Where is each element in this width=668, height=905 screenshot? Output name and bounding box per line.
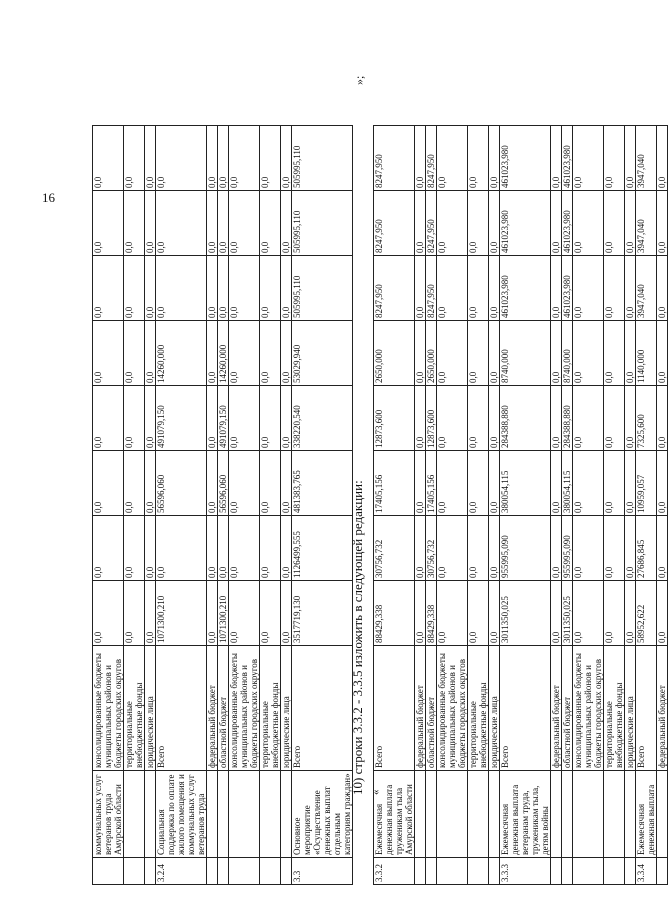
cell-value: 0,0 [657,256,668,321]
cell-value: 0,0 [93,321,124,386]
cell-value: 0,0 [260,516,281,581]
cell-value: 0,0 [604,581,625,646]
cell-src: федеральный бюджет [207,646,218,771]
cell-no [260,858,281,885]
cell-value: 58952,622 [636,581,657,646]
cell-value: 0,0 [657,516,668,581]
cell-value: 17405,156 [426,451,437,516]
cell-value: 8247,950 [374,256,415,321]
cell-value: 0,0 [218,126,229,191]
cell-value: 12873,600 [426,386,437,451]
cell-src: Всего [500,646,551,771]
cell-value: 3011350,025 [500,581,551,646]
table-row [374,126,415,885]
table-row [207,126,218,885]
cell-value: 955995,090 [562,516,573,581]
cell-no [657,858,668,885]
cell-value: 0,0 [93,126,124,191]
cell-value: 0,0 [573,516,604,581]
table-row [281,126,292,885]
cell-value: 0,0 [281,516,292,581]
cell-value: 0,0 [145,191,156,256]
cell-no [437,858,468,885]
cell-name [604,771,625,858]
cell-value: 0,0 [415,256,426,321]
cell-value: 491079,150 [156,386,207,451]
cell-name [207,771,218,858]
cell-value: 284388,880 [500,386,551,451]
cell-value: 0,0 [229,321,260,386]
cell-value: 0,0 [207,321,218,386]
cell-name [551,771,562,858]
cell-value: 0,0 [468,256,489,321]
cell-name [562,771,573,858]
cell-value: 0,0 [229,516,260,581]
cell-value: 8247,950 [426,256,437,321]
cell-name: Ежемесячная денежная выплата ветеранам труда, труженикам тыла, детям войны [500,771,551,858]
cell-value: 0,0 [207,126,218,191]
cell-value: 0,0 [124,321,145,386]
cell-value: 0,0 [437,126,468,191]
cell-name: Ежемесячная денежная выплата [636,771,657,858]
cell-no: 3.3 [292,858,353,885]
budget-table-top [92,125,353,885]
cell-value: 0,0 [604,126,625,191]
cell-no: 3.3.4 [636,858,657,885]
cell-value: 491079,150 [218,386,229,451]
cell-value: 2650,000 [374,321,415,386]
cell-value: 0,0 [551,321,562,386]
cell-value: 505995,110 [292,126,353,191]
cell-value: 0,0 [604,191,625,256]
cell-value: 0,0 [468,126,489,191]
cell-value: 0,0 [124,191,145,256]
cell-value: 0,0 [124,386,145,451]
cell-value: 0,0 [551,126,562,191]
cell-value: 0,0 [156,191,207,256]
cell-value: 0,0 [93,386,124,451]
cell-value: 461023,980 [562,256,573,321]
cell-value: 14260,000 [218,321,229,386]
cell-value: 3517719,130 [292,581,353,646]
cell-value: 8247,950 [426,191,437,256]
cell-value: 0,0 [229,126,260,191]
cell-value: 0,0 [573,256,604,321]
cell-value: 0,0 [468,321,489,386]
cell-value: 0,0 [573,191,604,256]
cell-value: 0,0 [437,256,468,321]
cell-no [562,858,573,885]
cell-no [93,858,124,885]
cell-value: 0,0 [124,451,145,516]
cell-value: 338220,540 [292,386,353,451]
table-row [636,126,657,885]
cell-value: 3947,040 [636,191,657,256]
cell-value: 12873,600 [374,386,415,451]
cell-value: 0,0 [489,386,500,451]
cell-value: 0,0 [625,126,636,191]
table-row [292,126,353,885]
cell-name [426,771,437,858]
cell-value: 461023,980 [562,126,573,191]
cell-value: 8740,000 [500,321,551,386]
cell-value: 0,0 [573,321,604,386]
cell-src: федеральный бюджет [415,646,426,771]
cell-value: 3947,040 [636,126,657,191]
cell-value: 0,0 [625,191,636,256]
cell-value: 0,0 [657,126,668,191]
cell-value: 0,0 [551,451,562,516]
table-row [468,126,489,885]
page-number: 16 [42,190,55,205]
open-quote: « [370,789,382,795]
cell-value: 0,0 [229,451,260,516]
cell-value: 0,0 [229,191,260,256]
cell-value: 481383,765 [292,451,353,516]
cell-name: Основное мероприятие «Осуществление денежных выплат отдельным категориям граждан» [292,771,353,858]
cell-no: 3.3.3 [500,858,551,885]
cell-value: 1071300,210 [156,581,207,646]
table-row [415,126,426,885]
table-row [124,126,145,885]
cell-value: 0,0 [281,256,292,321]
close-quote: »; [352,75,366,85]
table-row [551,126,562,885]
cell-value: 0,0 [145,386,156,451]
cell-value: 0,0 [551,386,562,451]
cell-no [426,858,437,885]
cell-value: 0,0 [573,126,604,191]
table-row [604,126,625,885]
cell-value: 0,0 [604,516,625,581]
cell-value: 0,0 [551,516,562,581]
cell-value: 0,0 [281,581,292,646]
cell-value: 0,0 [625,321,636,386]
cell-no [415,858,426,885]
cell-value: 0,0 [281,191,292,256]
cell-value: 0,0 [207,516,218,581]
table-row [260,126,281,885]
cell-name [260,771,281,858]
cell-value: 0,0 [93,191,124,256]
cell-src: юридические лица [145,646,156,771]
cell-value: 0,0 [229,581,260,646]
cell-value: 0,0 [415,321,426,386]
cell-value: 0,0 [415,386,426,451]
cell-value: 0,0 [145,581,156,646]
cell-value: 0,0 [415,516,426,581]
budget-table-bottom [373,125,668,885]
cell-value: 0,0 [551,256,562,321]
cell-no [573,858,604,885]
cell-no: 3.3.2 [374,858,415,885]
cell-src: федеральный бюджет [657,646,668,771]
cell-value: 0,0 [415,451,426,516]
cell-no [218,858,229,885]
cell-no: 3.2.4 [156,858,207,885]
cell-value: 8740,000 [562,321,573,386]
cell-name [218,771,229,858]
cell-name [468,771,489,858]
cell-value: 0,0 [145,126,156,191]
cell-value: 0,0 [145,451,156,516]
cell-value: 0,0 [437,191,468,256]
cell-no [551,858,562,885]
cell-value: 461023,980 [562,191,573,256]
cell-src: федеральный бюджет [551,646,562,771]
cell-value: 0,0 [218,516,229,581]
cell-value: 0,0 [657,386,668,451]
cell-value: 88429,338 [426,581,437,646]
cell-value: 0,0 [551,581,562,646]
table-row [437,126,468,885]
cell-src: юридические лица [489,646,500,771]
cell-value: 0,0 [437,386,468,451]
cell-value: 0,0 [489,516,500,581]
cell-value: 17405,156 [374,451,415,516]
table-row [657,126,668,885]
cell-value: 0,0 [489,581,500,646]
cell-value: 0,0 [260,191,281,256]
cell-value: 0,0 [625,516,636,581]
cell-value: 505995,110 [292,191,353,256]
cell-value: 0,0 [260,321,281,386]
cell-value: 0,0 [124,126,145,191]
cell-value: 0,0 [260,451,281,516]
cell-name [489,771,500,858]
cell-value: 0,0 [218,191,229,256]
cell-value: 0,0 [437,581,468,646]
cell-value: 0,0 [229,386,260,451]
cell-value: 0,0 [437,516,468,581]
cell-value: 0,0 [93,451,124,516]
cell-value: 461023,980 [500,126,551,191]
cell-value: 14260,000 [156,321,207,386]
cell-no [281,858,292,885]
cell-name [625,771,636,858]
cell-value: 0,0 [437,451,468,516]
cell-value: 0,0 [573,581,604,646]
cell-value: 0,0 [468,451,489,516]
cell-value: 0,0 [145,256,156,321]
cell-value: 0,0 [625,581,636,646]
cell-src: Всего [636,646,657,771]
cell-value: 0,0 [551,191,562,256]
cell-value: 0,0 [229,256,260,321]
cell-value: 0,0 [468,516,489,581]
cell-value: 3947,040 [636,256,657,321]
table-row [93,126,124,885]
table-row [145,126,156,885]
cell-value: 0,0 [657,451,668,516]
cell-no [625,858,636,885]
cell-value: 10959,057 [636,451,657,516]
cell-value: 380054,115 [562,451,573,516]
cell-value: 0,0 [489,126,500,191]
cell-no [229,858,260,885]
cell-value: 53029,940 [292,321,353,386]
cell-value: 0,0 [657,581,668,646]
cell-src: территориальные внебюджетные фонды [468,646,489,771]
cell-src: областной бюджет [218,646,229,771]
cell-value: 2650,000 [426,321,437,386]
cell-src: юридические лица [281,646,292,771]
cell-src: областной бюджет [562,646,573,771]
cell-value: 0,0 [260,386,281,451]
cell-value: 0,0 [145,516,156,581]
cell-value: 0,0 [415,581,426,646]
table-row [426,126,437,885]
cell-src: Всего [292,646,353,771]
cell-src: консолидированные бюджеты муниципальных районов и бюджеты городских округов [437,646,468,771]
cell-value: 0,0 [604,386,625,451]
cell-value: 1126499,555 [292,516,353,581]
cell-value: 0,0 [468,386,489,451]
cell-value: 0,0 [657,191,668,256]
cell-value: 0,0 [207,386,218,451]
cell-name [437,771,468,858]
cell-value: 284388,880 [562,386,573,451]
cell-no [145,858,156,885]
cell-no [604,858,625,885]
cell-value: 0,0 [468,581,489,646]
cell-no [207,858,218,885]
cell-value: 0,0 [207,191,218,256]
cell-value: 0,0 [604,256,625,321]
cell-value: 0,0 [260,581,281,646]
cell-name [415,771,426,858]
cell-name: коммунальных услуг ветеранов труда Амурской области [93,771,124,858]
cell-src: консолидированные бюджеты муниципальных районов и бюджеты городских округов [229,646,260,771]
cell-value: 0,0 [489,451,500,516]
cell-value: 0,0 [124,516,145,581]
cell-src: юридические лица [625,646,636,771]
cell-value: 1071300,210 [218,581,229,646]
cell-value: 0,0 [573,451,604,516]
cell-value: 0,0 [145,321,156,386]
cell-src: территориальные внебюджетные фонды [604,646,625,771]
cell-value: 0,0 [573,386,604,451]
cell-name [573,771,604,858]
cell-src: областной бюджет [426,646,437,771]
cell-name [229,771,260,858]
cell-value: 56596,060 [156,451,207,516]
cell-value: 88429,338 [374,581,415,646]
cell-no [468,858,489,885]
cell-value: 0,0 [437,321,468,386]
cell-value: 8247,950 [374,191,415,256]
table-row [573,126,604,885]
cell-value: 461023,980 [500,256,551,321]
cell-src: консолидированные бюджеты муниципальных районов и бюджеты городских округов [93,646,124,771]
cell-src: Всего [156,646,207,771]
cell-name [657,771,668,858]
cell-value: 505995,110 [292,256,353,321]
cell-no [124,858,145,885]
cell-name [281,771,292,858]
cell-value: 0,0 [468,191,489,256]
cell-value: 0,0 [156,516,207,581]
cell-value: 0,0 [281,321,292,386]
table-row [500,126,551,885]
cell-value: 0,0 [415,191,426,256]
cell-src: Всего [374,646,415,771]
cell-value: 0,0 [281,126,292,191]
cell-value: 1140,000 [636,321,657,386]
cell-value: 0,0 [489,321,500,386]
cell-value: 0,0 [93,256,124,321]
cell-value: 0,0 [625,386,636,451]
cell-value: 0,0 [625,256,636,321]
cell-value: 3011350,025 [562,581,573,646]
cell-value: 0,0 [124,581,145,646]
cell-value: 0,0 [218,256,229,321]
table-row [625,126,636,885]
table-row [218,126,229,885]
cell-value: 0,0 [124,256,145,321]
cell-value: 461023,980 [500,191,551,256]
cell-value: 0,0 [260,256,281,321]
cell-value: 30756,732 [374,516,415,581]
cell-value: 27686,845 [636,516,657,581]
cell-value: 0,0 [489,191,500,256]
cell-value: 56596,060 [218,451,229,516]
cell-value: 8247,950 [426,126,437,191]
cell-value: 0,0 [281,386,292,451]
cell-value: 0,0 [415,126,426,191]
cell-value: 0,0 [625,451,636,516]
cell-value: 0,0 [657,321,668,386]
cell-value: 0,0 [489,256,500,321]
cell-src: территориальные внебюджетные фонды [124,646,145,771]
cell-value: 955995,090 [500,516,551,581]
table-row [562,126,573,885]
table-row [156,126,207,885]
cell-value: 8247,950 [374,126,415,191]
cell-value: 0,0 [93,581,124,646]
cell-value: 0,0 [604,321,625,386]
cell-src: территориальные внебюджетные фонды [260,646,281,771]
cell-name: Социальная поддержка по оплате жилого помещения и коммунальных услуг ветеранов труда [156,771,207,858]
cell-value: 0,0 [260,126,281,191]
cell-value: 7325,600 [636,386,657,451]
cell-name: Ежемесячная денежная выплата труженикам тыла Амурской области [374,771,415,858]
cell-value: 0,0 [156,126,207,191]
table-row [229,126,260,885]
cell-value: 30756,732 [426,516,437,581]
cell-value: 0,0 [281,451,292,516]
cell-value: 380054,115 [500,451,551,516]
cell-name [145,771,156,858]
table-row [489,126,500,885]
cell-value: 0,0 [207,256,218,321]
cell-value: 0,0 [207,581,218,646]
cell-value: 0,0 [207,451,218,516]
cell-name [124,771,145,858]
cell-src: консолидированные бюджеты муниципальных районов и бюджеты городских округов [573,646,604,771]
cell-value: 0,0 [93,516,124,581]
amendment-instruction: 10) строки 3.3.2 - 3.3.5 изложить в следующей редакции: [350,480,365,795]
cell-value: 0,0 [604,451,625,516]
cell-no [489,858,500,885]
cell-value: 0,0 [156,256,207,321]
